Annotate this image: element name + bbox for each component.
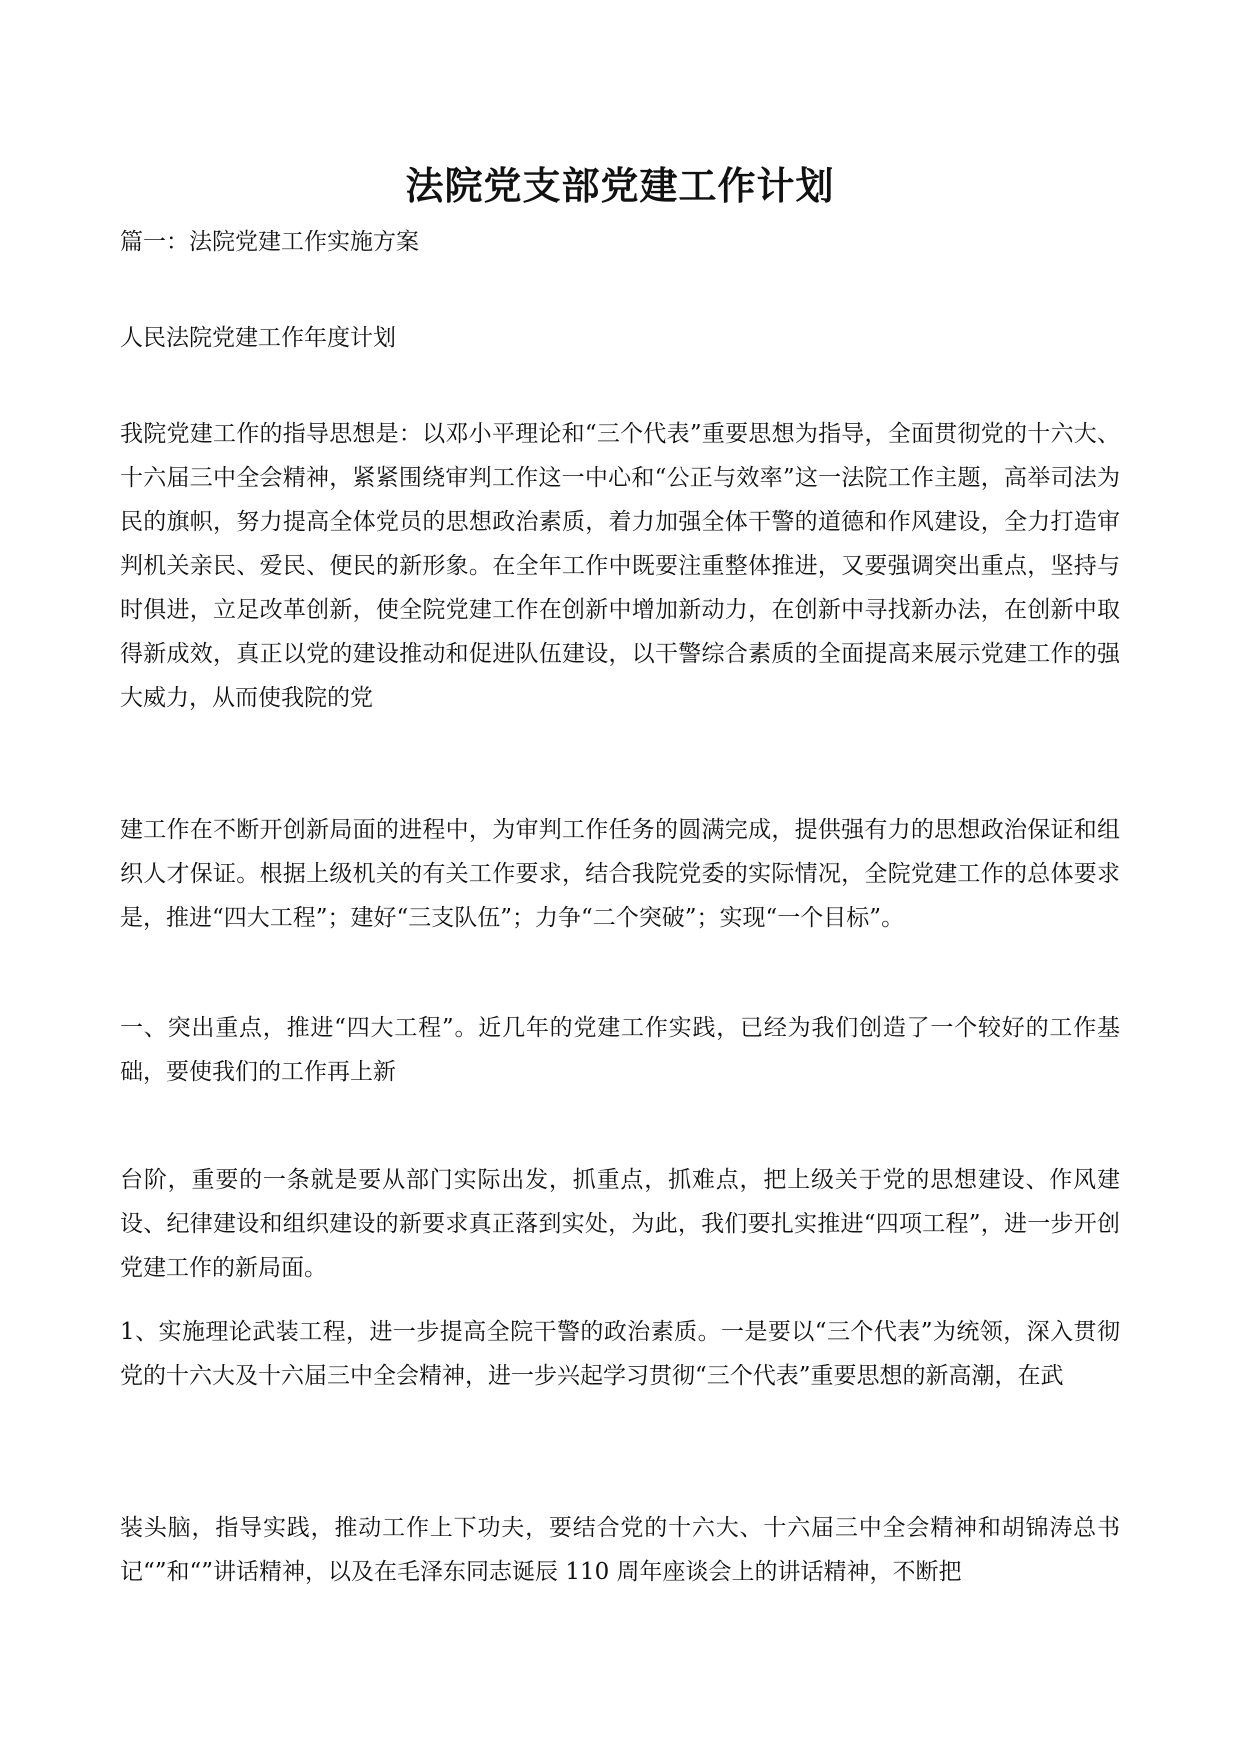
body-paragraph: 装头脑，指导实践，推动工作上下功夫，要结合党的十六大、十六届三中全会精神和胡锦涛总书记“”和“”讲话精神，以及在毛泽东同志诞辰 110 周年座谈会上的讲话精神，不断把	[120, 1515, 1120, 1585]
body-paragraph: 1、实施理论武装工程，进一步提高全院干警的政治素质。一是要以“三个代表”为统领，深入贯彻党的十六大及十六届三中全会精神，进一步兴起学习贯彻“三个代表”重要思想的新高潮，在武	[120, 1319, 1120, 1389]
body-paragraph: 一、突出重点，推进“四大工程”。近几年的党建工作实践，已经为我们创造了一个较好的工作基础，要使我们的工作再上新	[120, 1015, 1120, 1085]
section-heading: 篇一：法院党建工作实施方案	[120, 229, 419, 255]
body-paragraph: 台阶，重要的一条就是要从部门实际出发，抓重点，抓难点，把上级关于党的思想建设、作风建设、纪律建设和组织建设的新要求真正落到实处，为此，我们要扎实推进“四项工程”，进一步开创党建工作的新局面。	[120, 1167, 1120, 1281]
body-paragraph: 我院党建工作的指导思想是：以邓小平理论和“三个代表”重要思想为指导，全面贯彻党的十六大、十六届三中全会精神，紧紧围绕审判工作这一中心和“公正与效率”这一法院工作主题，高举司法为民的旗帜，努力提高全体党员的思想政治素质，着力加强全体干警的道德和作风建设，全力打造审判机关亲民、爱民、便民的新形象。在全年工作中既要注重整体推进，又要强调突出重点，坚持与时俱进，立足改革创新，使全院党建工作在创新中增加新动力，在创新中寻找新办法，在创新中取得新成效，真正以党的建设推动和促进队伍建设，以干警综合素质的全面提高来展示党建工作的强大威力，从而使我院的党	[120, 421, 1120, 711]
document-title: 法院党支部党建工作计划	[405, 163, 835, 208]
subheading: 人民法院党建工作年度计划	[120, 325, 396, 351]
body-paragraph: 建工作在不断开创新局面的进程中，为审判工作任务的圆满完成，提供强有力的思想政治保证和组织人才保证。根据上级机关的有关工作要求，结合我院党委的实际情况，全院党建工作的总体要求是，推进“四大工程”；建好“三支队伍”；力争“二个突破”；实现“一个目标”。	[120, 817, 1120, 931]
